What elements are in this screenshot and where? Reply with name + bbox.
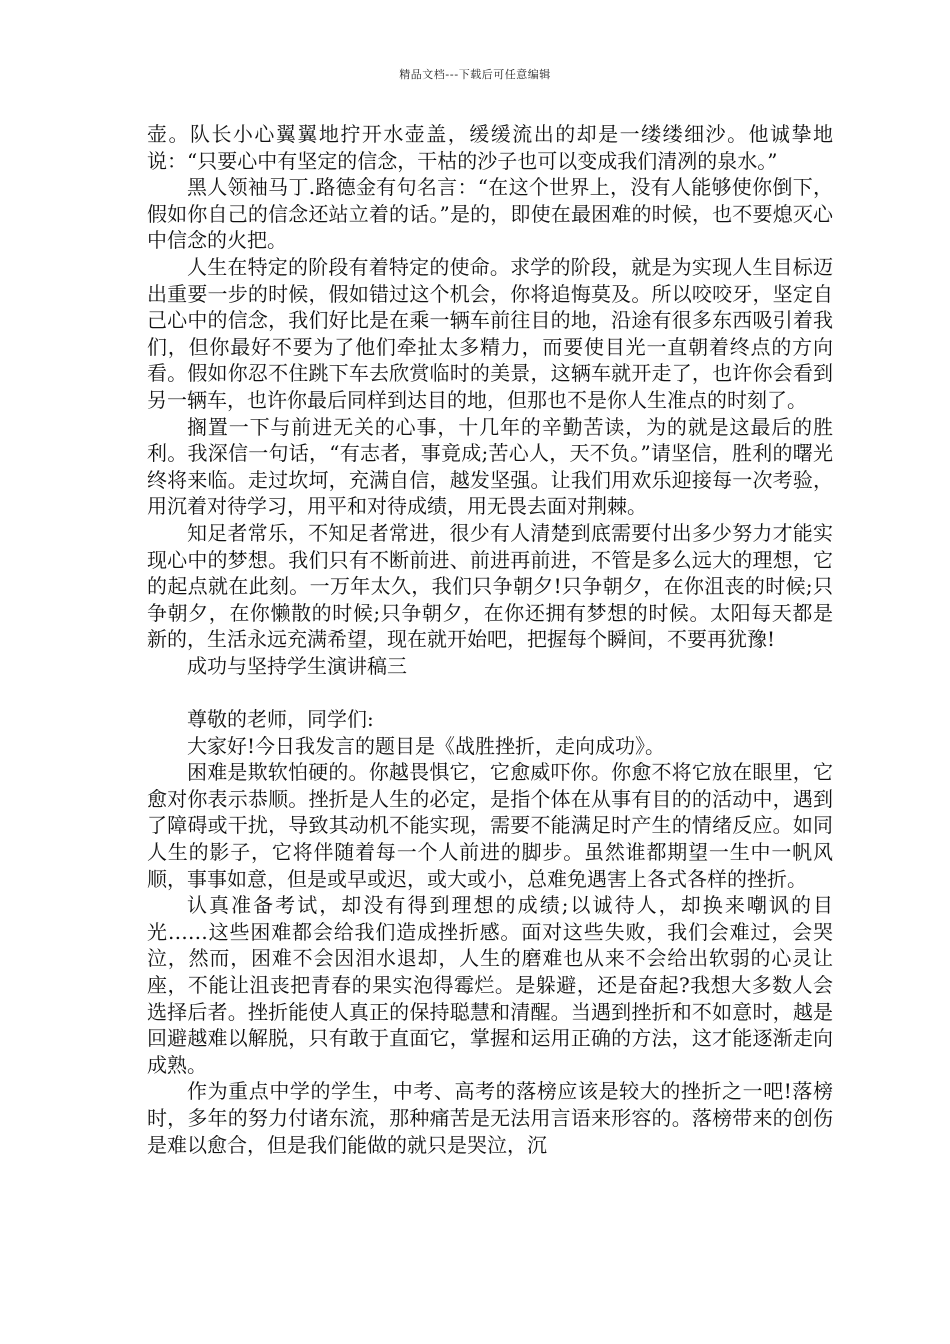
- blank-line: [147, 679, 833, 706]
- paragraph: 搁置一下与前进无关的心事，十几年的辛勤苦读，为的就是这最后的胜利。我深信一句话，“有志者，事竟成;苦心人，天不负。”请坚信，胜利的曙光终将来临。走过坎坷，充满自信，越发坚强。让我们用欢乐迎接每一次考验，用沉着对待学习，用平和对待成绩，用无畏去面对荆棘。: [147, 414, 833, 519]
- paragraph: 知足者常乐，不知足者常进，很少有人清楚到底需要付出多少努力才能实现心中的梦想。我们只有不断前进、前进再前进，不管是多么远大的理想，它的起点就在此刻。一万年太久，我们只争朝夕!只争朝夕，在你沮丧的时候;只争朝夕，在你懒散的时候;只争朝夕，在你还拥有梦想的时候。太阳每天都是新的，生活永远充满希望，现在就开始吧，把握每个瞬间，不要再犹豫!: [147, 520, 833, 652]
- paragraph: 大家好!今日我发言的题目是《战胜挫折，走向成功》。: [187, 733, 666, 758]
- paragraph: 尊敬的老师，同学们:: [187, 707, 374, 732]
- paragraph: 人生在特定的阶段有着特定的使命。求学的阶段，就是为实现人生目标迈出重要一步的时候，假如错过这个机会，你将追悔莫及。所以咬咬牙，坚定自己心中的信念，我们好比是在乘一辆车前往目的地，沿途有很多东西吸引着我们，但你最好不要为了他们牵扯太多精力，而要使目光一直朝着终点的方向看。假如你忍不住跳下车去欣赏临时的美景，这辆车就开走了，也许你会看到另一辆车，也许你最后同样到达目的地，但那也不是你人生准点的时刻了。: [147, 254, 833, 412]
- document-body: [147, 121, 833, 1158]
- paragraph: 成功与坚持学生演讲稿三: [187, 653, 407, 678]
- paragraph: 认真准备考试，却没有得到理想的成绩;以诚待人，却换来嘲讽的目光……这些困难都会给我们造成挫折感。面对这些失败，我们会难过，会哭泣，然而，困难不会因泪水退却，人生的磨难也从来不会给出软弱的心灵让座，不能让沮丧把青春的果实泡得霉烂。是躲避，还是奋起?我想大多数人会选择后者。挫折能使人真正的保持聪慧和清醒。当遇到挫折和不如意时，越是回避越难以解脱，只有敢于直面它，掌握和运用正确的方法，这才能逐渐走向成熟。: [147, 893, 833, 1077]
- paragraph: 困难是欺软怕硬的。你越畏惧它，它愈威吓你。你愈不将它放在眼里，它愈对你表示恭顺。挫折是人生的必定，是指个体在从事有目的的活动中，遇到了障碍或干扰，导致其动机不能实现，需要不能满足时产生的情绪反应。如同人生的影子，它将伴随着每一个人前进的脚步。虽然谁都期望一生中一帆风顺，事事如意，但是或早或迟，或大或小，总难免遇害上各式各样的挫折。: [147, 760, 833, 891]
- paragraph: 作为重点中学的学生，中考、高考的落榜应该是较大的挫折之一吧!落榜时，多年的努力付诸东流，那种痛苦是无法用言语来形容的。落榜带来的创伤是难以愈合，但是我们能做的就只是哭泣，沉: [147, 1079, 833, 1157]
- page-header: 精品文档---下载后可任意编辑: [399, 68, 551, 81]
- paragraph: 黑人领袖马丁.路德金有句名言：“在这个世界上，没有人能够使你倒下，假如你自己的信念还站立着的话。”是的，即使在最困难的时候，也不要熄灭心中信念的火把。: [147, 175, 833, 253]
- paragraph: 壶。队长小心翼翼地拧开水壶盖，缓缓流出的却是一缕缕细沙。他诚挚地说：“只要心中有坚定的信念，干枯的沙子也可以变成我们清冽的泉水。”: [147, 122, 833, 173]
